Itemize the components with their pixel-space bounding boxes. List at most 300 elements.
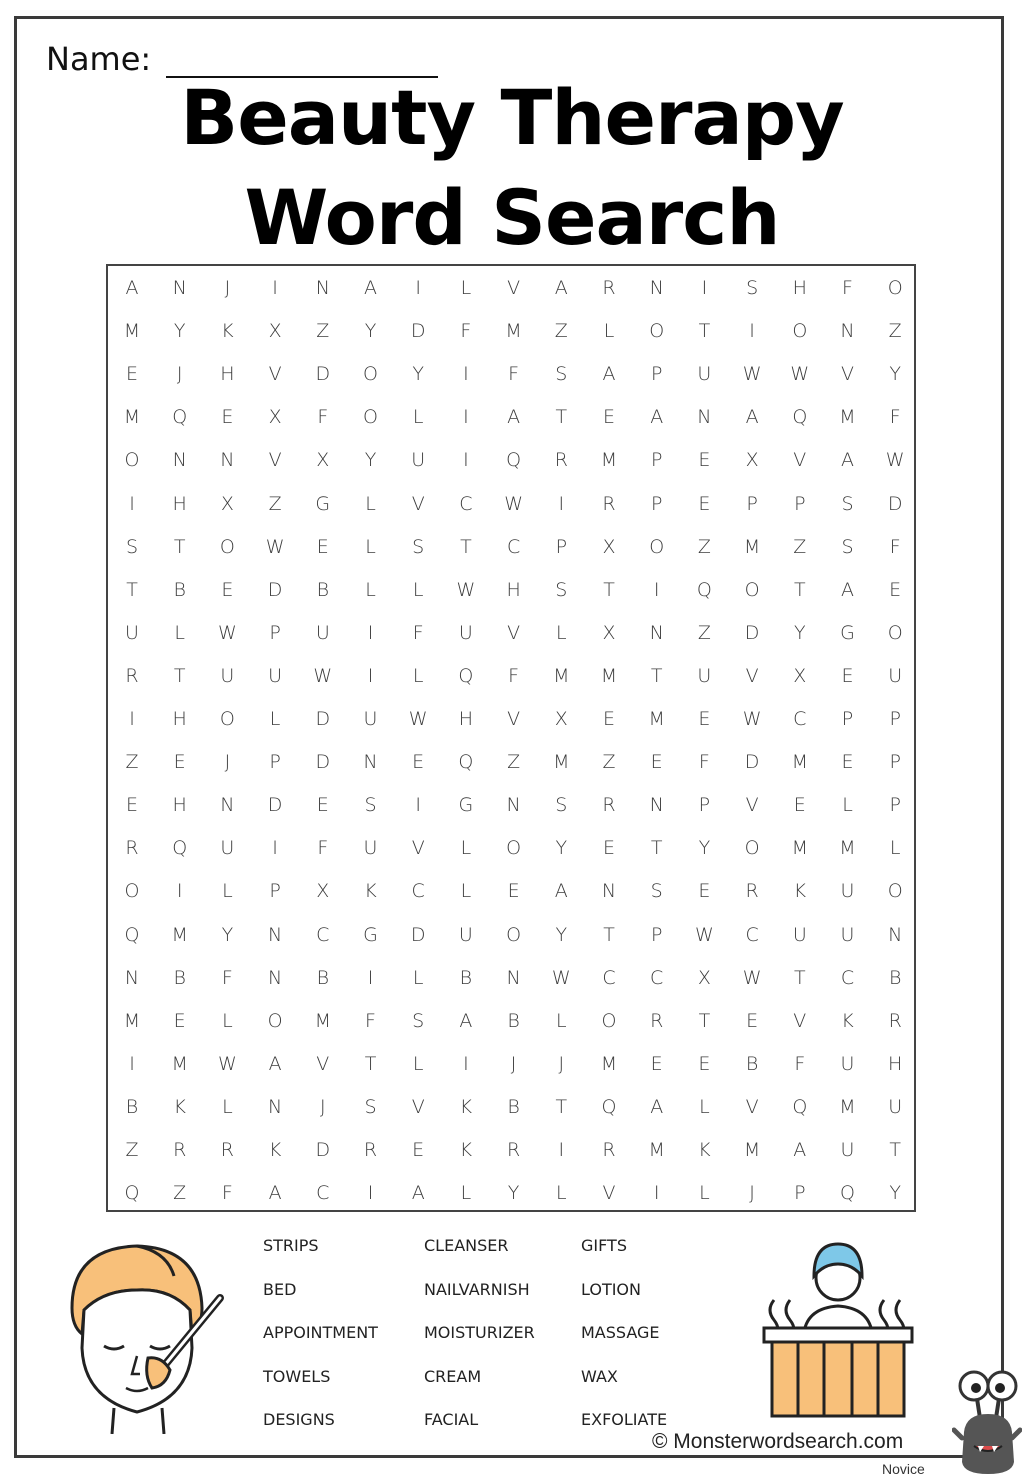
grid-letter[interactable]: R (745, 880, 759, 903)
grid-letter[interactable]: V (745, 664, 759, 687)
grid-letter[interactable]: T (650, 837, 663, 860)
grid-letter[interactable]: P (746, 492, 758, 515)
grid-letter[interactable]: F (221, 1182, 233, 1205)
grid-letter[interactable]: W (742, 966, 762, 989)
grid-letter[interactable]: N (840, 320, 855, 343)
grid-letter[interactable]: K (364, 880, 377, 903)
grid-letter[interactable]: O (649, 535, 665, 558)
grid-letter[interactable]: F (698, 751, 710, 774)
grid-letter[interactable]: M (648, 1139, 665, 1161)
grid-letter[interactable]: Y (412, 363, 424, 386)
grid-letter[interactable]: M (839, 837, 856, 860)
grid-letter[interactable]: W (504, 492, 523, 515)
grid-letter[interactable]: P (889, 794, 901, 817)
grid-letter[interactable]: A (793, 1139, 807, 1161)
grid-letter[interactable]: Q (792, 406, 808, 429)
grid-letter[interactable]: C (316, 923, 330, 946)
grid-letter[interactable]: V (793, 449, 807, 472)
grid-letter[interactable]: E (125, 794, 138, 817)
grid-letter[interactable]: O (124, 449, 140, 472)
grid-letter[interactable]: N (267, 923, 283, 946)
grid-letter[interactable]: D (887, 492, 903, 515)
grid-letter[interactable]: U (220, 664, 235, 687)
grid-letter[interactable]: Y (173, 320, 186, 343)
grid-letter[interactable]: M (743, 1139, 761, 1161)
grid-letter[interactable]: L (222, 1095, 233, 1118)
grid-letter[interactable]: O (267, 1009, 283, 1032)
grid-letter[interactable]: D (267, 578, 283, 601)
grid-letter[interactable]: A (841, 449, 854, 472)
grid-letter[interactable]: O (744, 837, 760, 860)
grid-letter[interactable]: R (125, 837, 139, 860)
grid-letter[interactable]: P (269, 880, 281, 903)
grid-letter[interactable]: B (173, 966, 186, 989)
grid-letter[interactable]: B (507, 1009, 520, 1032)
grid-letter[interactable]: W (217, 1052, 237, 1075)
grid-letter[interactable]: K (459, 1139, 473, 1161)
grid-letter[interactable]: R (650, 1009, 664, 1032)
grid-letter[interactable]: L (699, 1095, 710, 1118)
grid-letter[interactable]: G (363, 923, 378, 946)
grid-letter[interactable]: R (554, 449, 568, 472)
grid-letter[interactable]: T (555, 406, 568, 429)
grid-letter[interactable]: J (176, 363, 183, 386)
grid-letter[interactable]: E (316, 794, 329, 817)
grid-letter[interactable]: U (888, 664, 903, 687)
grid-letter[interactable]: E (698, 880, 711, 903)
grid-letter[interactable]: I (749, 320, 755, 343)
grid-letter[interactable]: V (268, 363, 282, 386)
grid-letter[interactable]: L (460, 837, 472, 860)
grid-letter[interactable]: X (602, 535, 616, 558)
grid-letter[interactable]: M (600, 449, 618, 472)
grid-letter[interactable]: S (841, 535, 854, 558)
grid-letter[interactable]: I (129, 1052, 135, 1075)
grid-letter[interactable]: A (602, 363, 616, 386)
grid-letter[interactable]: H (172, 708, 187, 730)
grid-letter[interactable]: U (840, 880, 855, 903)
grid-letter[interactable]: H (792, 277, 807, 299)
grid-letter[interactable]: T (793, 966, 806, 989)
grid-letter[interactable]: R (888, 1009, 902, 1032)
grid-letter[interactable]: U (458, 621, 473, 644)
grid-letter[interactable]: R (602, 1139, 616, 1161)
grid-letter[interactable]: W (456, 578, 476, 601)
grid-letter[interactable]: X (554, 708, 568, 730)
grid-letter[interactable]: I (367, 621, 374, 644)
grid-letter[interactable]: F (317, 406, 329, 429)
grid-letter[interactable]: V (411, 492, 425, 515)
grid-letter[interactable]: X (602, 621, 616, 644)
grid-letter[interactable]: K (459, 1095, 473, 1118)
grid-letter[interactable]: B (507, 1095, 520, 1118)
grid-letter[interactable]: L (556, 1009, 567, 1032)
grid-letter[interactable]: E (698, 449, 711, 472)
grid-letter[interactable]: K (173, 1095, 186, 1118)
grid-letter[interactable]: I (558, 492, 565, 515)
grid-letter[interactable]: A (554, 880, 568, 903)
grid-letter[interactable]: E (173, 1009, 186, 1032)
grid-letter[interactable]: E (507, 880, 520, 903)
grid-letter[interactable]: F (889, 535, 901, 558)
grid-letter[interactable]: H (458, 708, 474, 730)
grid-letter[interactable]: S (841, 492, 854, 515)
grid-letter[interactable]: E (221, 578, 234, 601)
grid-letter[interactable]: D (410, 320, 426, 343)
grid-letter[interactable]: B (316, 966, 330, 989)
grid-letter[interactable]: Q (458, 664, 474, 687)
grid-letter[interactable]: S (555, 794, 568, 817)
grid-letter[interactable]: A (125, 277, 139, 299)
grid-letter[interactable]: L (222, 880, 233, 903)
grid-letter[interactable]: C (650, 966, 664, 989)
grid-letter[interactable]: I (558, 1139, 565, 1161)
grid-letter[interactable]: I (176, 880, 183, 903)
grid-letter[interactable]: O (506, 837, 522, 860)
grid-letter[interactable]: S (555, 363, 568, 386)
grid-letter[interactable]: C (506, 535, 521, 558)
grid-letter[interactable]: A (554, 277, 568, 299)
grid-letter[interactable]: R (602, 794, 616, 817)
grid-letter[interactable]: L (412, 966, 424, 989)
grid-letter[interactable]: B (459, 966, 473, 989)
grid-letter[interactable]: L (412, 578, 424, 601)
grid-letter[interactable]: Z (316, 320, 330, 343)
grid-letter[interactable]: M (314, 1009, 331, 1032)
grid-letter[interactable]: M (171, 1052, 188, 1075)
grid-letter[interactable]: U (458, 923, 473, 946)
grid-letter[interactable]: C (602, 966, 616, 989)
grid-letter[interactable]: U (363, 837, 378, 860)
grid-letter[interactable]: I (415, 794, 421, 817)
grid-letter[interactable]: W (313, 664, 333, 687)
grid-letter[interactable]: P (269, 621, 281, 644)
grid-letter[interactable]: D (315, 363, 331, 386)
grid-letter[interactable]: L (412, 406, 424, 429)
grid-letter[interactable]: C (840, 966, 855, 989)
grid-letter[interactable]: K (221, 320, 234, 343)
grid-letter[interactable]: A (650, 406, 664, 429)
grid-letter[interactable]: N (315, 277, 330, 299)
grid-letter[interactable]: V (793, 1009, 807, 1032)
grid-letter[interactable]: E (650, 751, 663, 774)
grid-letter[interactable]: O (887, 621, 903, 644)
grid-letter[interactable]: L (460, 1182, 472, 1205)
grid-letter[interactable]: J (224, 751, 231, 774)
grid-letter[interactable]: Q (696, 578, 712, 601)
grid-letter[interactable]: J (558, 1052, 565, 1075)
grid-letter[interactable]: X (745, 449, 759, 472)
grid-letter[interactable]: T (126, 578, 138, 601)
grid-letter[interactable]: X (316, 449, 330, 472)
grid-letter[interactable]: J (319, 1095, 326, 1118)
grid-letter[interactable]: M (600, 664, 618, 687)
grid-letter[interactable]: D (315, 1139, 331, 1161)
grid-letter[interactable]: F (889, 406, 901, 429)
grid-letter[interactable]: L (412, 664, 424, 687)
grid-letter[interactable]: O (744, 578, 760, 601)
grid-letter[interactable]: T (364, 1052, 377, 1075)
grid-letter[interactable]: M (505, 320, 522, 343)
grid-letter[interactable]: V (411, 1095, 425, 1118)
grid-letter[interactable]: L (699, 1182, 710, 1205)
word-search-grid[interactable] (106, 264, 916, 1212)
grid-letter[interactable]: L (556, 621, 567, 644)
grid-letter[interactable]: R (602, 277, 616, 299)
grid-letter[interactable]: E (602, 837, 615, 860)
grid-letter[interactable]: E (841, 664, 854, 687)
grid-letter[interactable]: C (745, 923, 759, 946)
grid-letter[interactable]: M (171, 923, 188, 946)
grid-letter[interactable]: G (840, 621, 855, 644)
grid-letter[interactable]: W (790, 363, 810, 386)
grid-letter[interactable]: N (363, 751, 378, 774)
grid-letter[interactable]: M (553, 751, 570, 774)
grid-letter[interactable]: E (412, 1139, 425, 1161)
grid-letter[interactable]: Z (554, 320, 568, 343)
grid-letter[interactable]: M (553, 664, 570, 687)
grid-letter[interactable]: D (744, 751, 760, 774)
grid-letter[interactable]: L (603, 320, 615, 343)
grid-letter[interactable]: G (458, 794, 474, 817)
grid-letter[interactable]: P (794, 1182, 806, 1205)
grid-letter[interactable]: V (411, 837, 425, 860)
grid-letter[interactable]: Z (602, 751, 616, 774)
grid-letter[interactable]: W (551, 966, 571, 989)
grid-letter[interactable]: Y (555, 923, 568, 946)
grid-letter[interactable]: U (363, 708, 378, 730)
grid-letter[interactable]: N (649, 277, 664, 299)
grid-letter[interactable]: Q (840, 1182, 855, 1205)
grid-letter[interactable]: D (744, 621, 760, 644)
grid-letter[interactable]: N (220, 794, 235, 817)
grid-letter[interactable]: H (172, 492, 187, 515)
grid-letter[interactable]: D (267, 794, 283, 817)
grid-letter[interactable]: Q (172, 406, 188, 429)
grid-letter[interactable]: J (749, 1182, 755, 1205)
grid-letter[interactable]: I (463, 449, 469, 472)
grid-letter[interactable]: Q (458, 751, 474, 774)
grid-letter[interactable]: L (174, 621, 185, 644)
grid-letter[interactable]: X (268, 406, 282, 429)
grid-letter[interactable]: C (793, 708, 807, 730)
grid-letter[interactable]: I (463, 363, 469, 386)
grid-letter[interactable]: R (506, 1139, 521, 1161)
grid-letter[interactable]: X (697, 966, 711, 989)
grid-letter[interactable]: I (463, 406, 469, 429)
grid-letter[interactable]: V (507, 277, 521, 299)
grid-letter[interactable]: Y (221, 923, 234, 946)
grid-letter[interactable]: E (746, 1009, 759, 1032)
grid-letter[interactable]: L (842, 794, 853, 817)
grid-letter[interactable]: P (555, 535, 568, 558)
grid-letter[interactable]: E (316, 535, 329, 558)
grid-letter[interactable]: K (698, 1139, 711, 1161)
grid-letter[interactable]: Z (173, 1182, 187, 1205)
grid-letter[interactable]: K (268, 1139, 282, 1161)
grid-letter[interactable]: A (745, 406, 759, 429)
grid-letter[interactable]: W (217, 621, 237, 644)
grid-letter[interactable]: U (411, 449, 426, 472)
grid-letter[interactable]: M (791, 837, 808, 860)
grid-letter[interactable]: I (129, 708, 135, 730)
grid-letter[interactable]: B (316, 578, 330, 601)
grid-letter[interactable]: O (506, 923, 522, 946)
grid-letter[interactable]: A (841, 578, 854, 601)
grid-letter[interactable]: Q (506, 449, 522, 472)
grid-letter[interactable]: U (840, 1139, 855, 1161)
grid-letter[interactable]: H (172, 794, 187, 817)
grid-letter[interactable]: O (363, 406, 378, 429)
grid-letter[interactable]: N (506, 966, 521, 989)
grid-letter[interactable]: E (602, 406, 615, 429)
grid-letter[interactable]: L (889, 837, 901, 860)
grid-letter[interactable]: L (460, 880, 472, 903)
grid-letter[interactable]: I (272, 277, 278, 299)
grid-letter[interactable]: T (555, 1095, 568, 1118)
grid-letter[interactable]: Q (601, 1095, 617, 1118)
grid-letter[interactable]: I (653, 1182, 660, 1205)
grid-letter[interactable]: A (459, 1009, 473, 1032)
grid-letter[interactable]: N (172, 277, 187, 299)
grid-letter[interactable]: N (601, 880, 617, 903)
grid-letter[interactable]: U (220, 837, 235, 860)
grid-letter[interactable]: A (507, 406, 521, 429)
grid-letter[interactable]: C (411, 880, 425, 903)
grid-letter[interactable]: P (650, 449, 663, 472)
grid-letter[interactable]: P (841, 708, 854, 730)
grid-letter[interactable]: X (316, 880, 330, 903)
grid-letter[interactable]: N (267, 1095, 283, 1118)
grid-letter[interactable]: I (701, 277, 708, 299)
grid-letter[interactable]: G (315, 492, 331, 515)
grid-letter[interactable]: L (556, 1182, 567, 1205)
grid-letter[interactable]: U (125, 621, 139, 644)
grid-letter[interactable]: B (745, 1052, 759, 1075)
grid-letter[interactable]: I (367, 1182, 374, 1205)
grid-letter[interactable]: V (268, 449, 282, 472)
grid-letter[interactable]: T (650, 664, 663, 687)
grid-letter[interactable]: V (745, 1095, 759, 1118)
grid-letter[interactable]: E (221, 406, 234, 429)
grid-letter[interactable]: X (220, 492, 234, 515)
grid-letter[interactable]: O (363, 363, 378, 386)
grid-letter[interactable]: Z (697, 535, 711, 558)
grid-letter[interactable]: I (367, 966, 374, 989)
grid-letter[interactable]: O (219, 535, 235, 558)
grid-letter[interactable]: F (365, 1009, 376, 1032)
grid-letter[interactable]: M (123, 320, 141, 343)
grid-letter[interactable]: J (224, 277, 231, 299)
grid-letter[interactable]: M (743, 535, 761, 558)
grid-letter[interactable]: R (363, 1139, 378, 1161)
grid-letter[interactable]: A (364, 277, 377, 299)
grid-letter[interactable]: N (506, 794, 521, 817)
grid-letter[interactable]: F (842, 277, 853, 299)
grid-letter[interactable]: S (650, 880, 663, 903)
grid-letter[interactable]: L (365, 578, 376, 601)
grid-letter[interactable]: L (412, 1052, 424, 1075)
grid-letter[interactable]: J (510, 1052, 517, 1075)
grid-letter[interactable]: M (123, 1009, 141, 1032)
grid-letter[interactable]: S (412, 535, 425, 558)
grid-letter[interactable]: N (649, 794, 664, 817)
grid-letter[interactable]: S (555, 578, 568, 601)
grid-letter[interactable]: E (698, 708, 711, 730)
grid-letter[interactable]: H (506, 578, 521, 601)
grid-letter[interactable]: P (650, 363, 663, 386)
grid-letter[interactable]: T (460, 535, 472, 558)
grid-letter[interactable]: O (887, 880, 903, 903)
grid-letter[interactable]: R (220, 1139, 234, 1161)
grid-letter[interactable]: O (219, 708, 235, 730)
grid-letter[interactable]: U (697, 664, 712, 687)
grid-letter[interactable]: Y (364, 320, 377, 343)
grid-letter[interactable]: Z (268, 492, 282, 515)
grid-letter[interactable]: U (697, 363, 712, 386)
grid-letter[interactable]: Z (888, 320, 902, 343)
grid-letter[interactable]: K (793, 880, 807, 903)
grid-letter[interactable]: C (459, 492, 473, 515)
grid-letter[interactable]: A (268, 1052, 282, 1075)
grid-letter[interactable]: F (508, 664, 520, 687)
grid-letter[interactable]: T (173, 535, 186, 558)
grid-letter[interactable]: F (412, 621, 424, 644)
grid-letter[interactable]: E (173, 751, 186, 774)
grid-letter[interactable]: Z (507, 751, 521, 774)
grid-letter[interactable]: F (221, 966, 233, 989)
grid-letter[interactable]: Y (555, 837, 568, 860)
grid-letter[interactable]: V (841, 363, 854, 386)
grid-letter[interactable]: O (124, 880, 140, 903)
grid-letter[interactable]: M (648, 708, 665, 730)
grid-letter[interactable]: D (315, 708, 331, 730)
grid-letter[interactable]: Q (124, 923, 140, 946)
grid-letter[interactable]: H (220, 363, 235, 386)
grid-letter[interactable]: Y (698, 837, 711, 860)
grid-letter[interactable]: E (602, 708, 615, 730)
grid-letter[interactable]: S (746, 277, 759, 299)
grid-letter[interactable]: N (649, 621, 664, 644)
grid-letter[interactable]: Z (125, 1139, 139, 1161)
grid-letter[interactable]: W (742, 708, 762, 730)
grid-letter[interactable]: O (887, 277, 903, 299)
grid-letter[interactable]: A (268, 1182, 282, 1205)
grid-letter[interactable]: N (267, 966, 283, 989)
grid-letter[interactable]: T (698, 1009, 711, 1032)
grid-letter[interactable]: R (602, 492, 616, 515)
grid-letter[interactable]: E (125, 363, 138, 386)
grid-letter[interactable]: O (792, 320, 808, 343)
grid-letter[interactable]: Z (697, 621, 711, 644)
grid-letter[interactable]: L (460, 277, 472, 299)
grid-letter[interactable]: T (698, 320, 711, 343)
grid-letter[interactable]: C (316, 1182, 330, 1205)
grid-letter[interactable]: Y (889, 1182, 901, 1205)
grid-letter[interactable]: F (508, 363, 520, 386)
grid-letter[interactable]: Q (172, 837, 188, 860)
grid-letter[interactable]: P (889, 708, 901, 730)
grid-letter[interactable]: B (125, 1095, 139, 1118)
grid-letter[interactable]: R (173, 1139, 187, 1161)
grid-letter[interactable]: K (841, 1009, 854, 1032)
grid-letter[interactable]: I (367, 664, 374, 687)
grid-letter[interactable]: P (794, 492, 806, 515)
grid-letter[interactable]: F (460, 320, 472, 343)
grid-letter[interactable]: L (365, 535, 376, 558)
grid-letter[interactable]: M (839, 1095, 856, 1118)
grid-letter[interactable]: W (408, 708, 428, 730)
